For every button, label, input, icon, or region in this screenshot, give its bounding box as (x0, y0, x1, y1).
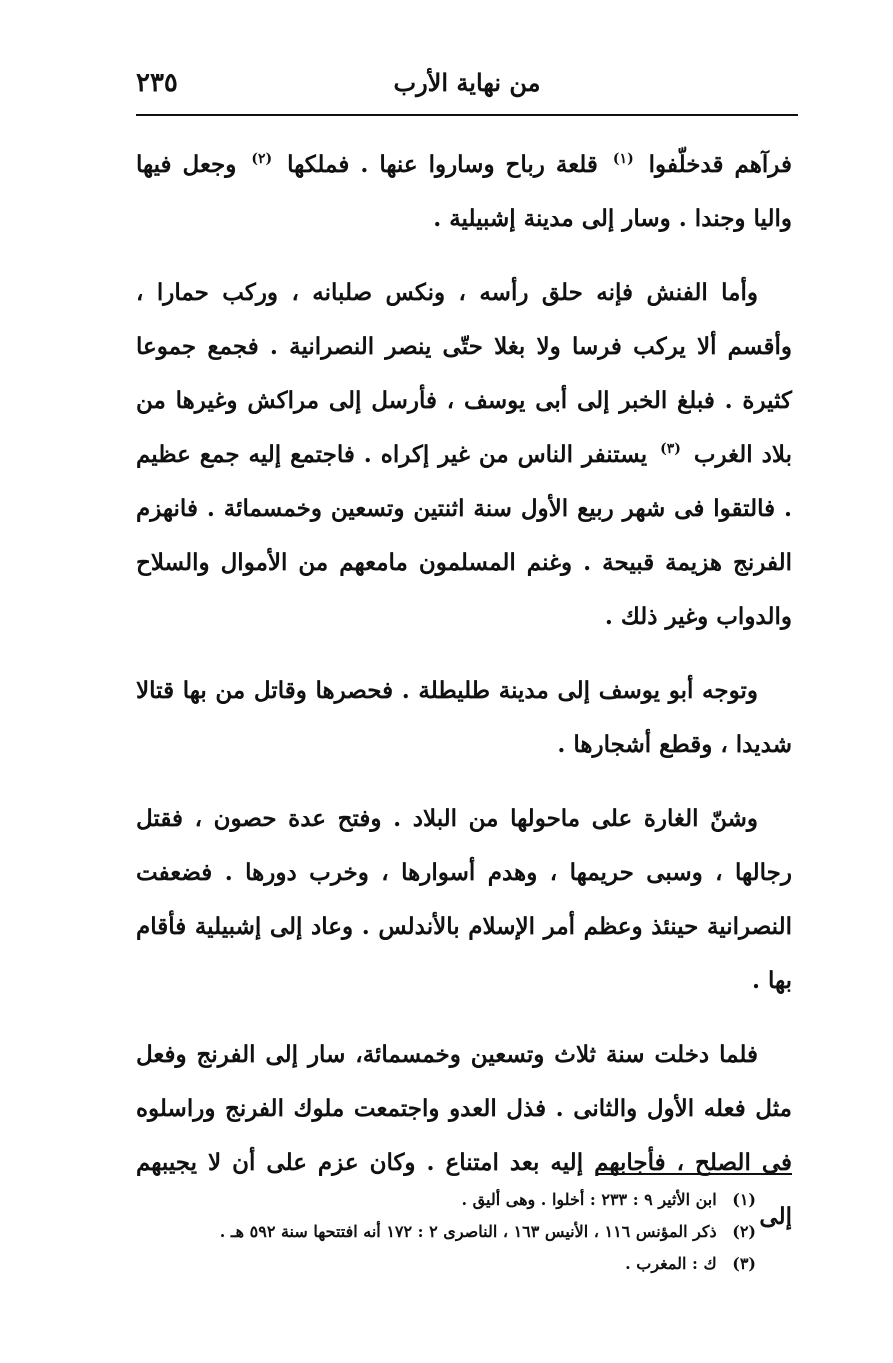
paragraph-text: وشنّ الغارة على ماحولها من البلاد . وفتح عدة حصون ، فقتل رجالها ، وسبى حريمها ، وهدم أسوارها ، وخرب دورها . فضعفت النصرانية حينئذ وعظم أمر الإسلام بالأندلس . وعاد إلى إشبيلية فأقام بها . (136, 805, 792, 994)
page-header (136, 62, 798, 112)
running-title: من نهاية الأرب (393, 68, 541, 97)
footnote-2 (136, 1216, 756, 1248)
paragraph-text: يستنفر الناس من غير إكراه . فاجتمع إليه جمع عظيم . فالتقوا فى شهر ربيع الأول سنة اثنتين وتسعين وخمسمائة . فانهزم الفرنج هزيمة قبيحة . وغنم المسلمون مامعهم من الأموال والسلاح والدواب وغير ذلك . (136, 441, 792, 630)
footnote-3 (136, 1248, 756, 1280)
footnote-1 (136, 1184, 756, 1216)
footnote-number: (٣) (732, 1254, 756, 1273)
header-rule (136, 114, 798, 116)
footnotes (136, 1184, 756, 1280)
footnote-rule (598, 1173, 792, 1175)
footnote-text: ذكر المؤنس ١١٦ ، الأنيس ١٦٣ ، الناصرى ٢ : ١٧٢ أنه افتتحها سنة ٥٩٢ هـ . (219, 1222, 717, 1241)
paragraph-text: وأما الفنش فإنه حلق رأسه ، ونكس صلبانه ، وركب حمارا ، وأقسم ألا يركب فرسا ولا بغلا حتّى ينصر النصرانية . فجمع جموعا كثيرة . فبلغ الخبر إلى أبى يوسف ، فأرسل إلى مراكش وغيرها من بلاد الغرب (136, 279, 792, 468)
paragraph-text: فلما دخلت سنة ثلاث وتسعين وخمسمائة، سار إلى الفرنج وفعل مثل فعله الأول والثانى . فذل العدو واجتمعت ملوك الفرنج وراسلوه فى الصلح ، فأجابهم إليه بعد امتناع . وكان عزم على أن لا يجيبهم إلى (136, 1041, 792, 1230)
paragraph-2 (136, 266, 792, 644)
body-text (136, 138, 792, 1264)
paragraph-text: فرآهم قدخلّفوا (648, 151, 792, 178)
paragraph-text: وتوجه أبو يوسف إلى مدينة طليطلة . فحصرها وقاتل من بها قتالا شديدا ، وقطع أشجارها . (136, 677, 792, 758)
footnote-number: (٢) (732, 1222, 756, 1241)
paragraph-3 (136, 664, 792, 772)
paragraph-4 (136, 792, 792, 1008)
footnote-ref-2: (٢) (251, 151, 273, 168)
paragraph-text: قلعة رباح وساروا عنها . فملكها (287, 151, 598, 178)
footnote-text: ابن الأثير ٩ : ٢٣٣ : أخلوا . وهى أليق . (461, 1190, 717, 1209)
footnote-ref-3: (٣) (660, 441, 681, 458)
paragraph-text: وجعل فيها واليا وجندا . وسار إلى مدينة إشبيلية . (136, 151, 792, 232)
paragraph-1 (136, 138, 792, 246)
page-number: ٢٣٥ (136, 68, 178, 98)
footnote-text: ك : المغرب . (625, 1254, 717, 1273)
footnote-ref-1: (١) (612, 151, 634, 168)
footnote-number: (١) (732, 1190, 756, 1209)
